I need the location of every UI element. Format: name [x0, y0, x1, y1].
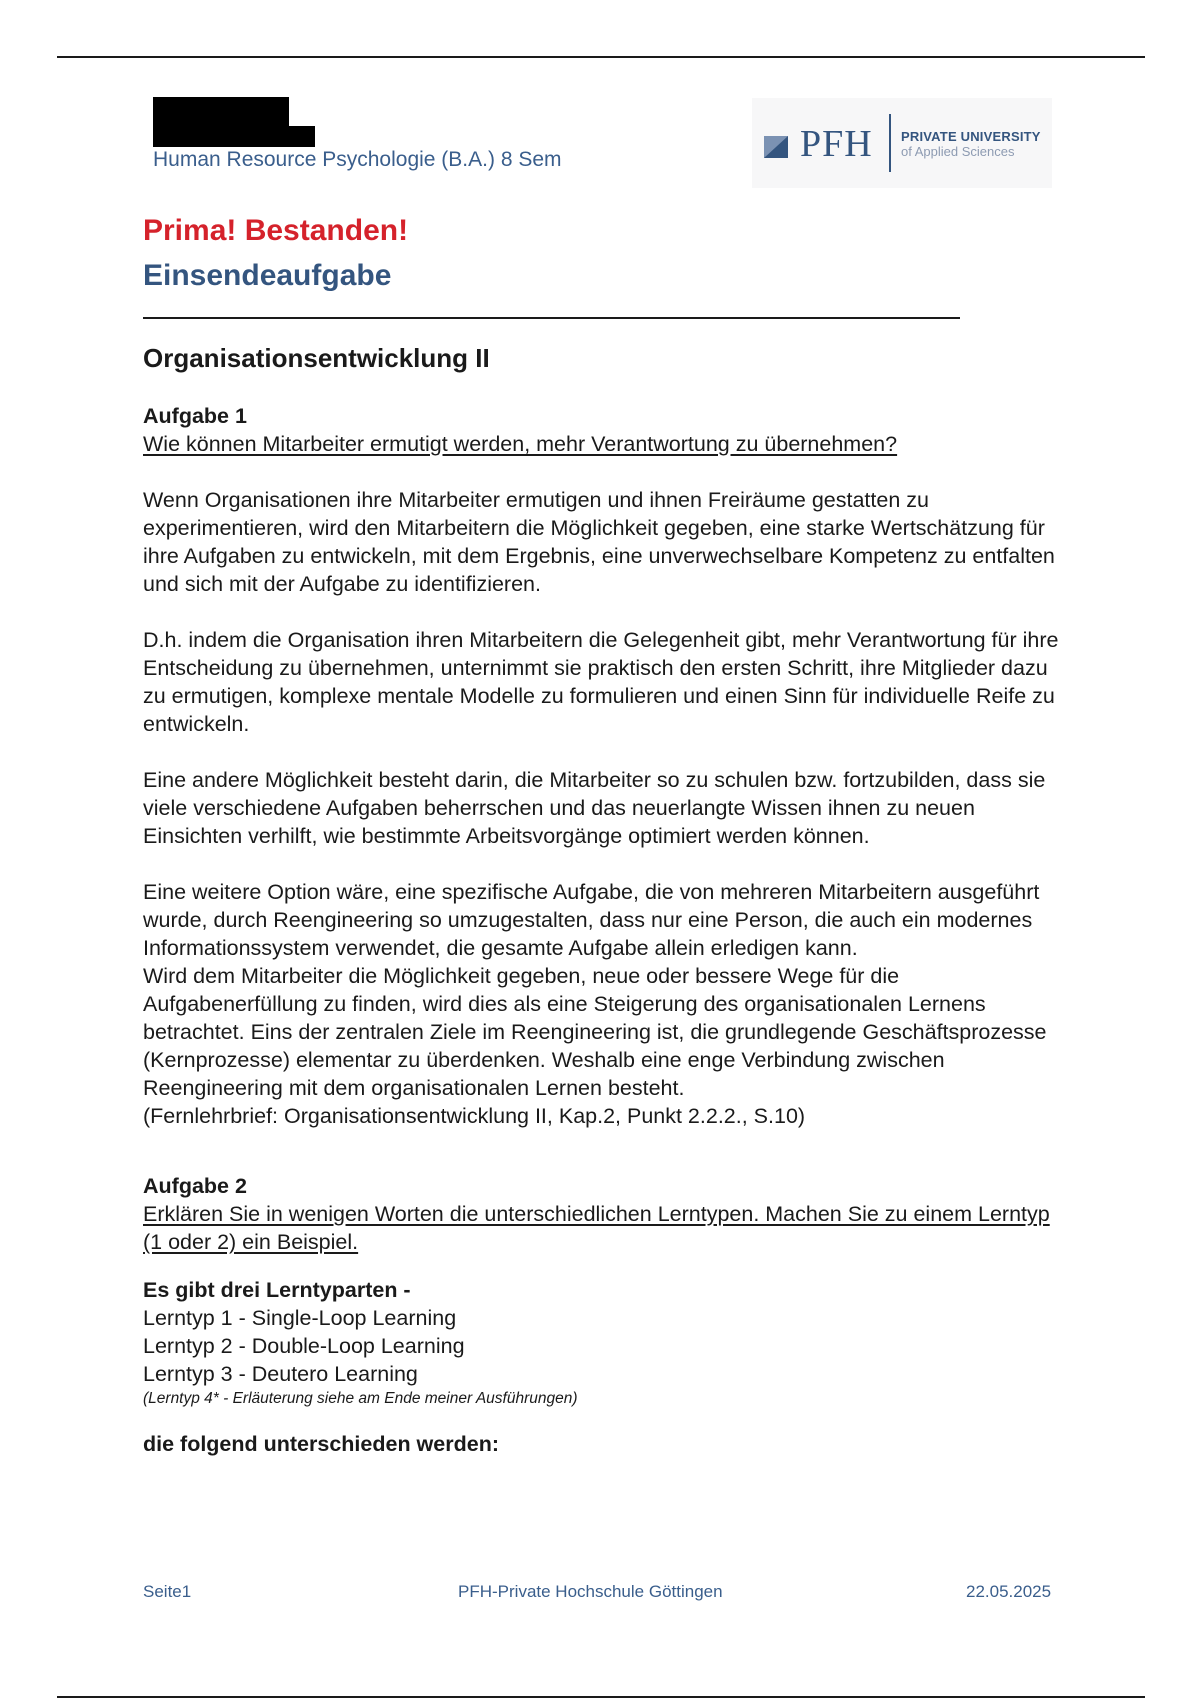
aufgabe-1-question: Wie können Mitarbeiter ermutigt werden, mehr Verantwortung zu übernehmen? — [143, 432, 898, 456]
footer-date: 22.05.2025 — [966, 1582, 1052, 1601]
lerntyp-note: (Lerntyp 4* - Erläuterung siehe am Ende meiner Ausführungen) — [143, 1390, 578, 1407]
document-type: Einsendeaufgabe — [143, 259, 392, 292]
lerntyp-item: Lerntyp 3 - Deutero Learning — [143, 1362, 418, 1386]
aufgabe-1-paragraph-4: Eine weitere Option wäre, eine spezifische Aufgabe, die von mehreren Mitarbeitern ausgeführt wurde, durch Reengineering so umzugestalten, dass nur eine Person, die auch ein modernes Informationssystem verwendet, die gesamte Aufgabe allein erledigen kann. — [143, 880, 1040, 960]
footer-institution: PFH-Private Hochschule Göttingen — [458, 1582, 723, 1601]
aufgabe-1-paragraph-1: Wenn Organisationen ihre Mitarbeiter ermutigen und ihnen Freiräume gestatten zu experimentieren, wird den Mitarbeitern die Möglichkeit gegeben, eine starke Wertschätzung für ihre Aufgaben zu entwickeln, mit dem Ergebnis, eine unverwechselbare Kompetenz zu entfalten und sich mit der Aufgabe zu identifizieren. — [143, 488, 1055, 596]
pfh-logo — [752, 98, 1052, 188]
document-body — [143, 402, 1073, 1458]
logo-line-2: of Applied Sciences — [901, 144, 1015, 159]
title-rule — [143, 317, 960, 319]
top-rule — [57, 56, 1145, 58]
logo-name: PFH — [800, 123, 873, 165]
redacted-name-block — [153, 97, 315, 147]
bottom-rule — [57, 1696, 1145, 1698]
lerntypen-followup: die folgend unterschieden werden: — [143, 1432, 499, 1456]
footer-page-number: Seite1 — [143, 1582, 192, 1601]
lerntyp-item: Lerntyp 1 - Single-Loop Learning — [143, 1306, 457, 1330]
lerntyp-item: Lerntyp 2 - Double-Loop Learning — [143, 1334, 465, 1358]
course-title: Organisationsentwicklung II — [143, 343, 490, 373]
logo-line-1: PRIVATE UNIVERSITY — [901, 129, 1041, 144]
result-status: Prima! Bestanden! — [143, 214, 409, 247]
logo-separator — [889, 114, 891, 172]
aufgabe-2-question: Erklären Sie in wenigen Worten die unterschiedlichen Lerntypen. Machen Sie zu einem Lerntyp (1 oder 2) ein Beispiel. — [143, 1202, 1050, 1254]
aufgabe-1-paragraph-2: D.h. indem die Organisation ihren Mitarbeitern die Gelegenheit gibt, mehr Verantwortung für ihre Entscheidung zu übernehmen, unternimmt sie praktisch den ersten Schritt, ihre Mitglieder dazu zu ermutigen, komplexe mentale Modelle zu formulieren und einen Sinn für individuelle Reife zu entwickeln. — [143, 628, 1059, 736]
aufgabe-1-citation: (Fernlehrbrief: Organisationsentwicklung II, Kap.2, Punkt 2.2.2., S.10) — [143, 1104, 806, 1128]
aufgabe-1-paragraph-3: Eine andere Möglichkeit besteht darin, die Mitarbeiter so zu schulen bzw. fortzubilden, dass sie viele verschiedene Aufgaben beherrschen und das neuerlangte Wissen ihnen zu neuen Einsichten verhilft, wie bestimmte Arbeitsvorgänge optimiert werden können. — [143, 768, 1046, 848]
aufgabe-1-heading: Aufgabe 1 — [143, 404, 247, 428]
aufgabe-1-paragraph-5: Wird dem Mitarbeiter die Möglichkeit gegeben, neue oder bessere Wege für die Aufgabenerfüllung zu finden, wird dies als eine Steigerung des organisationalen Lernens betrachtet. Eins der zentralen Ziele im Reengineering ist, die grundlegende Geschäftsprozesse (Kernprozesse) elementar zu überdenken. Weshalb eine enge Verbindung zwischen Reengineering mit dem organisationalen Lernen besteht. — [143, 964, 1047, 1100]
lerntypen-intro: Es gibt drei Lerntyparten - — [143, 1278, 411, 1302]
aufgabe-2-heading: Aufgabe 2 — [143, 1174, 247, 1198]
program-label: Human Resource Psychologie (B.A.) 8 Sem — [153, 148, 562, 171]
